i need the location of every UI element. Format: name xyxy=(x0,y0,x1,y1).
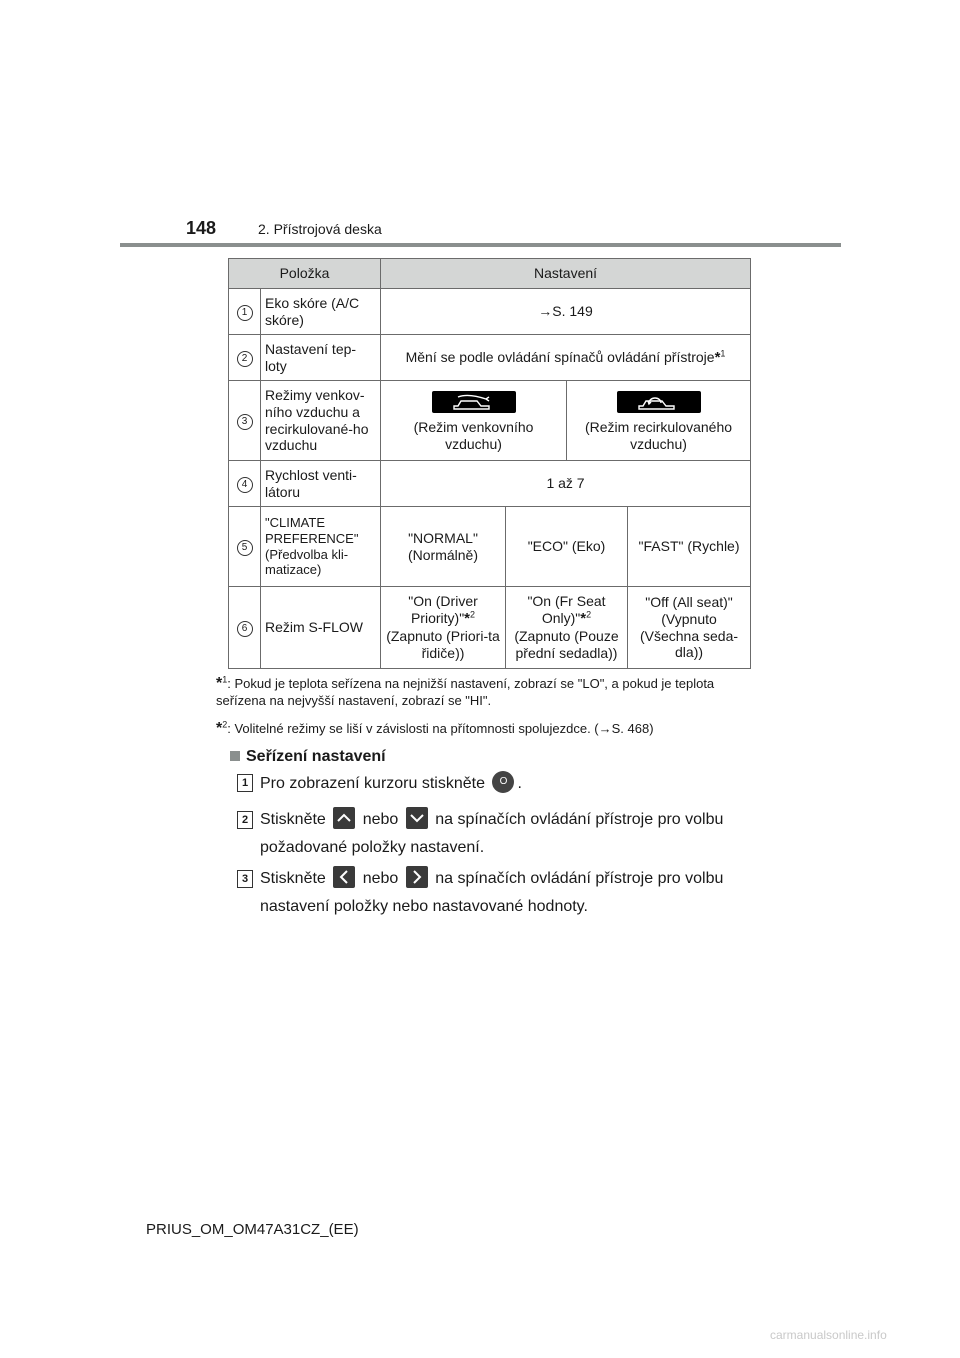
procedure-heading: Seřízení nastavení xyxy=(230,748,386,766)
table-row xyxy=(229,381,751,461)
setting-value: "ECO" (Eko) xyxy=(506,507,628,587)
document-code: PRIUS_OM_OM47A31CZ_(EE) xyxy=(146,1221,359,1238)
item-label: Režimy venkov-ního vzduchu a recirkulované-ho vzduchu xyxy=(261,381,381,461)
setting-subvalue: (Zapnuto (Pouze přední sedadla)) xyxy=(514,628,619,661)
step-text: Pro zobrazení kurzoru stiskněte O . xyxy=(260,770,760,798)
setting-value: Mění se podle ovládání spínačů ovládání přístroje xyxy=(405,348,715,365)
setting-value: (Režim recirkulovaného vzduchu) xyxy=(584,418,733,452)
setting-value: "Off (All seat)" (Vypnuto (Všechna seda-dla)) xyxy=(628,587,751,669)
step-number: 2 xyxy=(237,811,253,829)
item-label: "CLIMATE PREFERENCE" (Předvolba kli-matizace) xyxy=(261,507,381,587)
up-chevron-button-icon xyxy=(333,807,355,829)
setting-value: "NORMAL" (Normálně) xyxy=(381,507,506,587)
step-number: 1 xyxy=(237,774,253,792)
section-title: 2. Přístrojová deska xyxy=(258,221,382,237)
setting-subvalue: (Zapnuto (Priori-ta řidiče)) xyxy=(386,628,500,661)
table-row: 2 Nastavení tep-loty Mění se podle ovládání spínačů ovládání přístroje*$^1$ xyxy=(229,335,751,381)
footnote-ref: 2 xyxy=(470,609,476,620)
item-label: Eko skóre (A/C skóre) xyxy=(261,289,381,335)
row-number: 2 xyxy=(237,351,253,367)
header-rule xyxy=(120,243,841,247)
setting-value: →S. 149 xyxy=(381,289,751,335)
settings-table xyxy=(228,258,751,669)
setting-value: "On (Fr Seat Only)" xyxy=(527,593,606,627)
right-chevron-button-icon xyxy=(406,866,428,888)
watermark: carmanualsonline.info xyxy=(770,1328,887,1342)
table-row xyxy=(229,461,751,507)
footnote-ref: 2 xyxy=(586,609,592,620)
item-label: Režim S-FLOW xyxy=(261,587,381,669)
header-setting: Nastavení xyxy=(381,259,751,289)
row-number: 5 xyxy=(237,540,253,556)
row-number: 6 xyxy=(237,621,253,637)
left-chevron-button-icon xyxy=(333,866,355,888)
row-number: 3 xyxy=(237,414,253,430)
item-label: Nastavení tep-loty xyxy=(261,335,381,381)
table-row: 6 Režim S-FLOW "On (Driver Priority)"*$^2$ (Zapnuto (Priori-ta řidiče)) "On (Fr Seat Only)"*$^2$ (Zapnuto (Pouze přední sedadla)) "Off (All seat)" (Vypnuto (Všechna seda-dla)) xyxy=(229,587,751,669)
heading-square-icon xyxy=(230,751,240,761)
setting-value: (Režim venkovního vzduchu) xyxy=(413,418,534,452)
page-number: 148 xyxy=(186,218,217,238)
down-chevron-button-icon xyxy=(406,807,428,829)
setting-value: 1 až 7 xyxy=(381,461,751,507)
recirculation-mode-icon xyxy=(617,391,701,413)
row-number: 1 xyxy=(237,305,253,321)
header-item: Položka xyxy=(229,259,381,289)
footnote-1: *$^1$: Pokud je teplota seřízena na nejnižší nastavení, zobrazí se "LO", a pokud je teplota seřízena na nejvyšší nastavení, zobrazí se "HI". xyxy=(216,674,715,708)
step-text: Stiskněte nebo na spínačích ovládání přístroje pro volbu nastavení položky nebo nastavované hodnoty. xyxy=(260,865,760,921)
fresh-air-mode-icon xyxy=(432,391,516,413)
step-number: 3 xyxy=(237,870,253,888)
setting-value: "FAST" (Rychle) xyxy=(628,507,751,587)
step-text: Stiskněte nebo na spínačích ovládání přístroje pro volbu požadované položky nastavení. xyxy=(260,806,760,862)
table-row xyxy=(229,507,751,587)
ok-button-icon: O xyxy=(492,771,514,793)
table-row xyxy=(229,289,751,335)
row-number: 4 xyxy=(237,477,253,493)
footnote-ref: 1 xyxy=(720,347,726,358)
setting-value: "On (Driver Priority)" xyxy=(408,593,478,627)
table-header-row xyxy=(229,259,751,289)
item-label: Rychlost venti-látoru xyxy=(261,461,381,507)
footnote-2: *$^2$: Volitelné režimy se liší v závislosti na přítomnosti spolujezdce. (→S. 468) xyxy=(216,719,654,737)
